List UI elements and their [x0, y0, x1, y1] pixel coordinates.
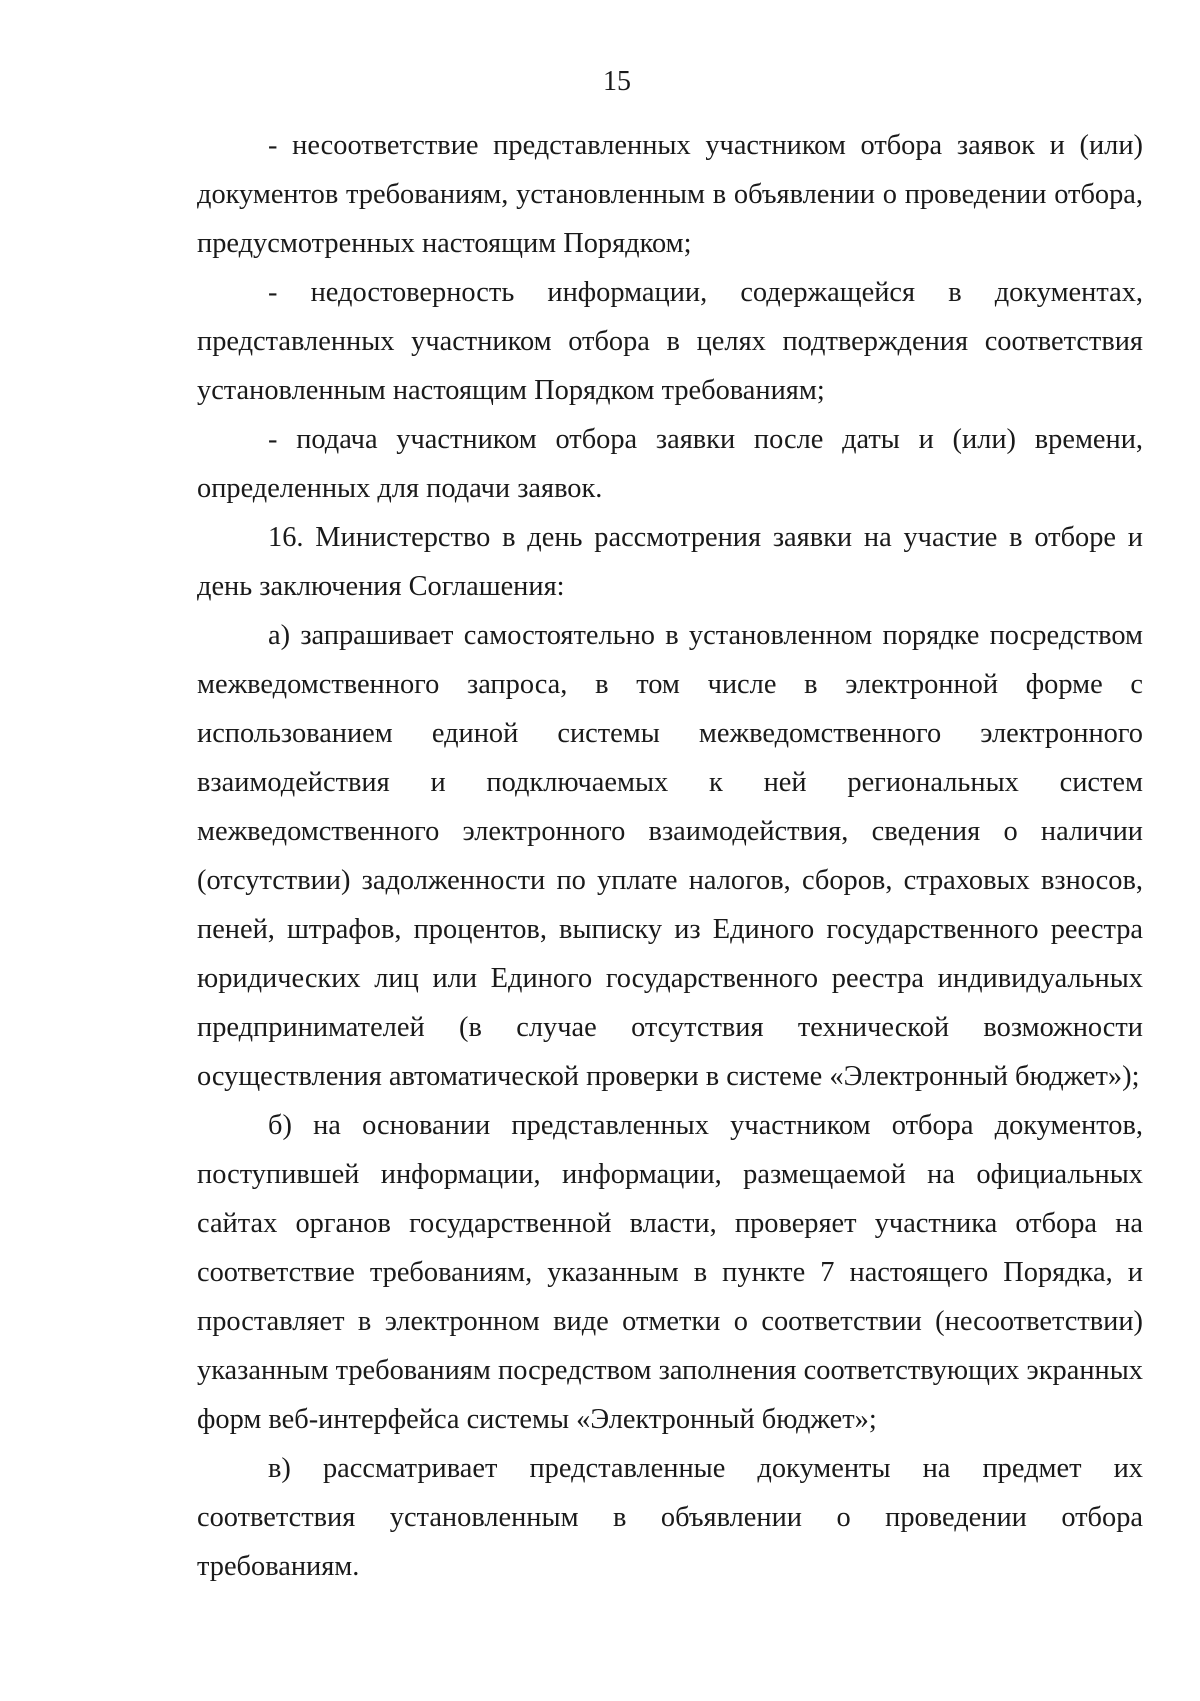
- document-body: [197, 121, 1143, 1591]
- page-number: 15: [603, 66, 631, 97]
- paragraph-subclause-b: б) на основании представленных участником отбора документов, поступившей информации, информации, размещаемой на официальных сайтах органов государственной власти, проверяет участника отбора на соответствие требованиям, указанным в пункте 7 настоящего Порядка, и проставляет в электронном виде отметки о соответствии (несоответствии) указанным требованиям посредством заполнения соответствующих экранных форм веб-интерфейса системы «Электронный бюджет»;: [197, 1110, 1143, 1435]
- paragraph-list-item-late-submission: - подача участником отбора заявки после даты и (или) времени, определенных для подачи заявок.: [197, 424, 1143, 504]
- paragraph-subclause-v: в) рассматривает представленные документы на предмет их соответствия установленным в объявлении о проведении отбора требованиям.: [197, 1453, 1143, 1582]
- paragraph-list-item-mismatch: - несоответствие представленных участником отбора заявок и (или) документов требованиям, установленным в объявлении о проведении отбора, предусмотренных настоящим Порядком;: [197, 130, 1143, 259]
- paragraph-list-item-unreliable-info: - недостоверность информации, содержащейся в документах, представленных участником отбора в целях подтверждения соответствия установленным настоящим Порядком требованиям;: [197, 277, 1143, 406]
- paragraph-clause-16: 16. Министерство в день рассмотрения заявки на участие в отборе и день заключения Соглашения:: [197, 522, 1143, 602]
- paragraph-subclause-a: а) запрашивает самостоятельно в установленном порядке посредством межведомственного запроса, в том числе в электронной форме с использованием единой системы межведомственного электронного взаимодействия и подключаемых к ней региональных систем межведомственного электронного взаимодействия, сведения о наличии (отсутствии) задолженности по уплате налогов, сборов, страховых взносов, пеней, штрафов, процентов, выписку из Единого государственного реестра юридических лиц или Единого государственного реестра индивидуальных предпринимателей (в случае отсутствия технической возможности осуществления автоматической проверки в системе «Электронный бюджет»);: [197, 620, 1143, 1092]
